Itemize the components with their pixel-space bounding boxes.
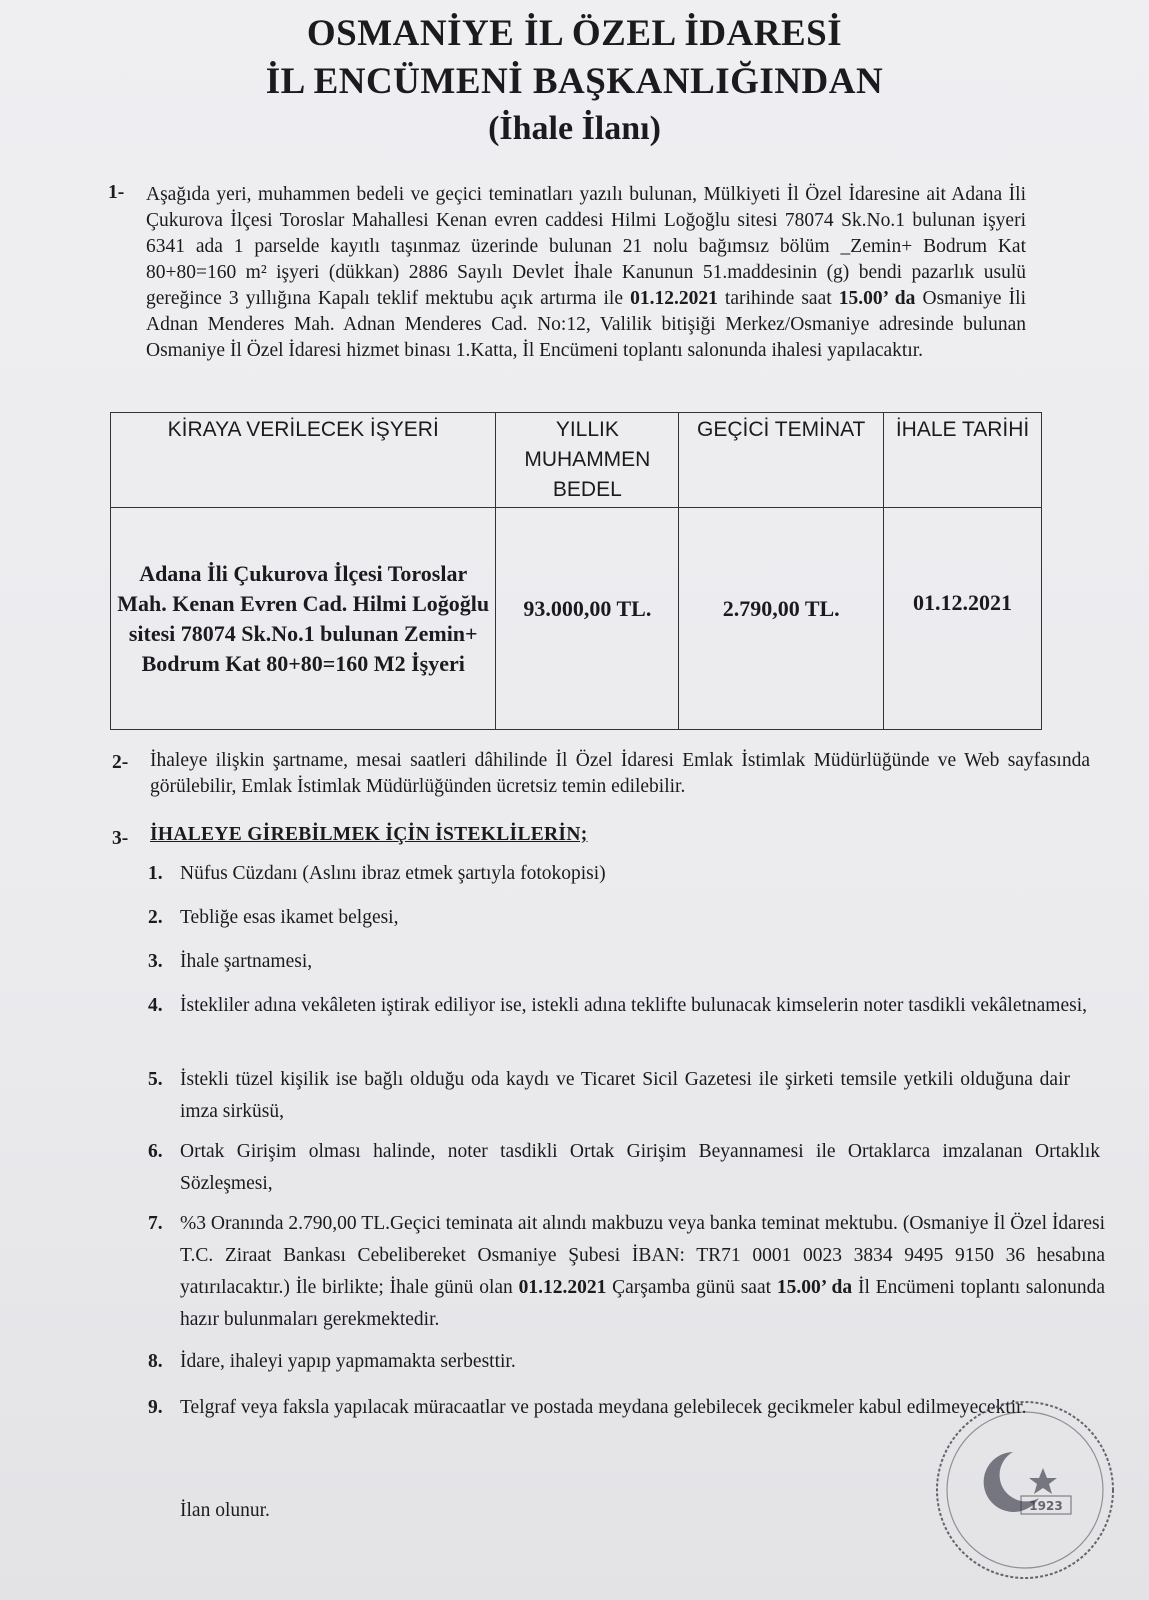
table-header-cell: KİRAYA VERİLECEK İŞYERİ [111, 413, 496, 508]
header-line-1: OSMANİYE İL ÖZEL İDARESİ [306, 13, 843, 54]
closing-text: İlan olunur. [180, 1500, 270, 1521]
table-header-cell: İHALE TARİHİ [884, 413, 1042, 508]
table-cell-date: 01.12.2021 [884, 508, 1042, 730]
table-header-cell: YILLIK MUHAMMEN BEDEL [496, 413, 679, 508]
section-1-date: 01.12.2021 [630, 288, 718, 309]
table-cell-annual-value: 93.000,00 TL. [496, 508, 679, 730]
table-row [111, 508, 1042, 730]
list-item-text: Telgraf veya faksla yapılacak müracaatlar ve postada meydana gelebilecek gecikmeler kabul edilmeyecektir. [180, 1397, 1027, 1418]
list-item-7-date: 01.12.2021 [518, 1277, 607, 1298]
table-cell-location: Adana İli Çukurova İlçesi Toroslar Mah. Kenan Evren Cad. Hilmi Loğoğlu sitesi 78074 Sk.No.1 bulunan Zemin+ Bodrum Kat 80+80=160 M2 İşyeri [111, 508, 496, 730]
list-item-text: Tebliğe esas ikamet belgesi, [180, 907, 399, 928]
list-item-text: Ortak Girişim olması halinde, noter tasdikli Ortak Girişim Beyannamesi ile Ortaklarca imzalanan Ortaklık Sözleşmesi, [180, 1141, 1100, 1194]
stamp-year: 1923 [1029, 1499, 1063, 1513]
official-seal-stamp [925, 1380, 1125, 1580]
list-item-number: 8. [148, 1351, 163, 1372]
list-item-7-text-c: İl Encümeni toplantı salonunda hazır bulunmaları gerekmektedir. [180, 1277, 1105, 1330]
table-header-cell: GEÇİCİ TEMİNAT [679, 413, 884, 508]
list-item-text: İstekliler adına vekâleten iştirak ediliyor ise, istekli adına teklifte bulunacak kimselerin noter tasdikli vekâletnamesi, [180, 995, 1087, 1016]
header-line-3: (İhale İlanı) [488, 110, 661, 147]
section-1-text-end: Osmaniye İli Adnan Menderes Mah. Adnan Menderes Cad. No:12, Valilik bitişiği Merkez/Osmaniye adresinde bulunan Osmaniye İl Özel İdaresi hizmet binası 1.Katta, İl Encümeni toplantı salonunda ihalesi yapılacaktır. [146, 288, 1026, 361]
list-item-number: 3. [148, 951, 163, 972]
list-item-text [180, 1208, 1105, 1336]
list-item-number: 4. [148, 995, 163, 1016]
list-item-text: İdare, ihaleyi yapıp yapmamakta serbesttir. [180, 1351, 516, 1372]
list-item-number: 5. [148, 1069, 163, 1090]
list-item-number: 6. [148, 1141, 163, 1162]
section-3-heading: İHALEYE GİREBİLMEK İÇİN İSTEKLİLERİN; [150, 824, 588, 845]
list-item-7-text-a: %3 Oranında 2.790,00 TL.Geçici teminata ait alındı makbuzu veya banka teminat mektubu. (Osmaniye İl Özel İdaresi T.C. Ziraat Bankası Cebelibereket Osmaniye Şubesi İBAN: TR71 0001 0023 3834 9495 9150 36 hesabına yatırılacaktır.) İle birlikte; İhale günü olan [180, 1213, 1105, 1298]
list-item-7-time: 15.00’ da [776, 1277, 853, 1298]
list-item-text: İhale şartnamesi, [180, 951, 313, 972]
table-header-row [111, 413, 1042, 508]
section-1-text: Aşağıda yeri, muhammen bedeli ve geçici teminatları yazılı bulunan, Mülkiyeti İl Özel İdaresine ait Adana İli Çukurova İlçesi Toroslar Mahallesi Kenan evren caddesi Hilmi Loğoğlu sitesi 78074 Sk.No.1 bulunan işyeri 6341 ada 1 parselde kayıtlı taşınmaz üzerinde bulunan 21 nolu bağımsız bölüm _Zemin+ Bodrum Kat 80+80=160 m² işyeri (dükkan) 2886 Sayılı Devlet İhale Kanunun 51.maddesinin (g) bendi pazarlık usulü gereğince 3 yıllığına Kapalı teklif mektubu açık artırma ile [146, 184, 1026, 309]
list-item-number: 1. [148, 863, 163, 884]
section-1-paragraph [146, 182, 1026, 364]
list-item-number: 7. [148, 1213, 163, 1234]
list-item-7-text-b: Çarşamba günü saat [606, 1277, 777, 1298]
header-line-2: İL ENCÜMENİ BAŞKANLIĞINDAN [265, 61, 884, 102]
tender-table [110, 412, 1042, 730]
section-2-number: 2- [112, 752, 129, 773]
section-1-text-mid: tarihinde saat [717, 288, 839, 309]
table-cell-deposit: 2.790,00 TL. [679, 508, 884, 730]
list-item-text: İstekli tüzel kişilik ise bağlı olduğu oda kaydı ve Ticaret Sicil Gazetesi ile şirketi temsile yetkili olduğuna dair imza sirküsü, [180, 1069, 1070, 1122]
section-2-paragraph: İhaleye ilişkin şartname, mesai saatleri dâhilinde İl Özel İdaresi Emlak İstimlak Müdürlüğünde ve Web sayfasında görülebilir, Emlak İstimlak Müdürlüğünden ücretsiz temin edilebilir. [150, 750, 1090, 797]
list-item-text: Nüfus Cüzdanı (Aslını ibraz etmek şartıyla fotokopisi) [180, 863, 606, 884]
section-3-number: 3- [112, 828, 129, 849]
section-1-number: 1- [108, 182, 125, 203]
section-1-time: 15.00’ da [838, 288, 916, 309]
list-item-number: 9. [148, 1397, 163, 1418]
list-item-number: 2. [148, 907, 163, 928]
